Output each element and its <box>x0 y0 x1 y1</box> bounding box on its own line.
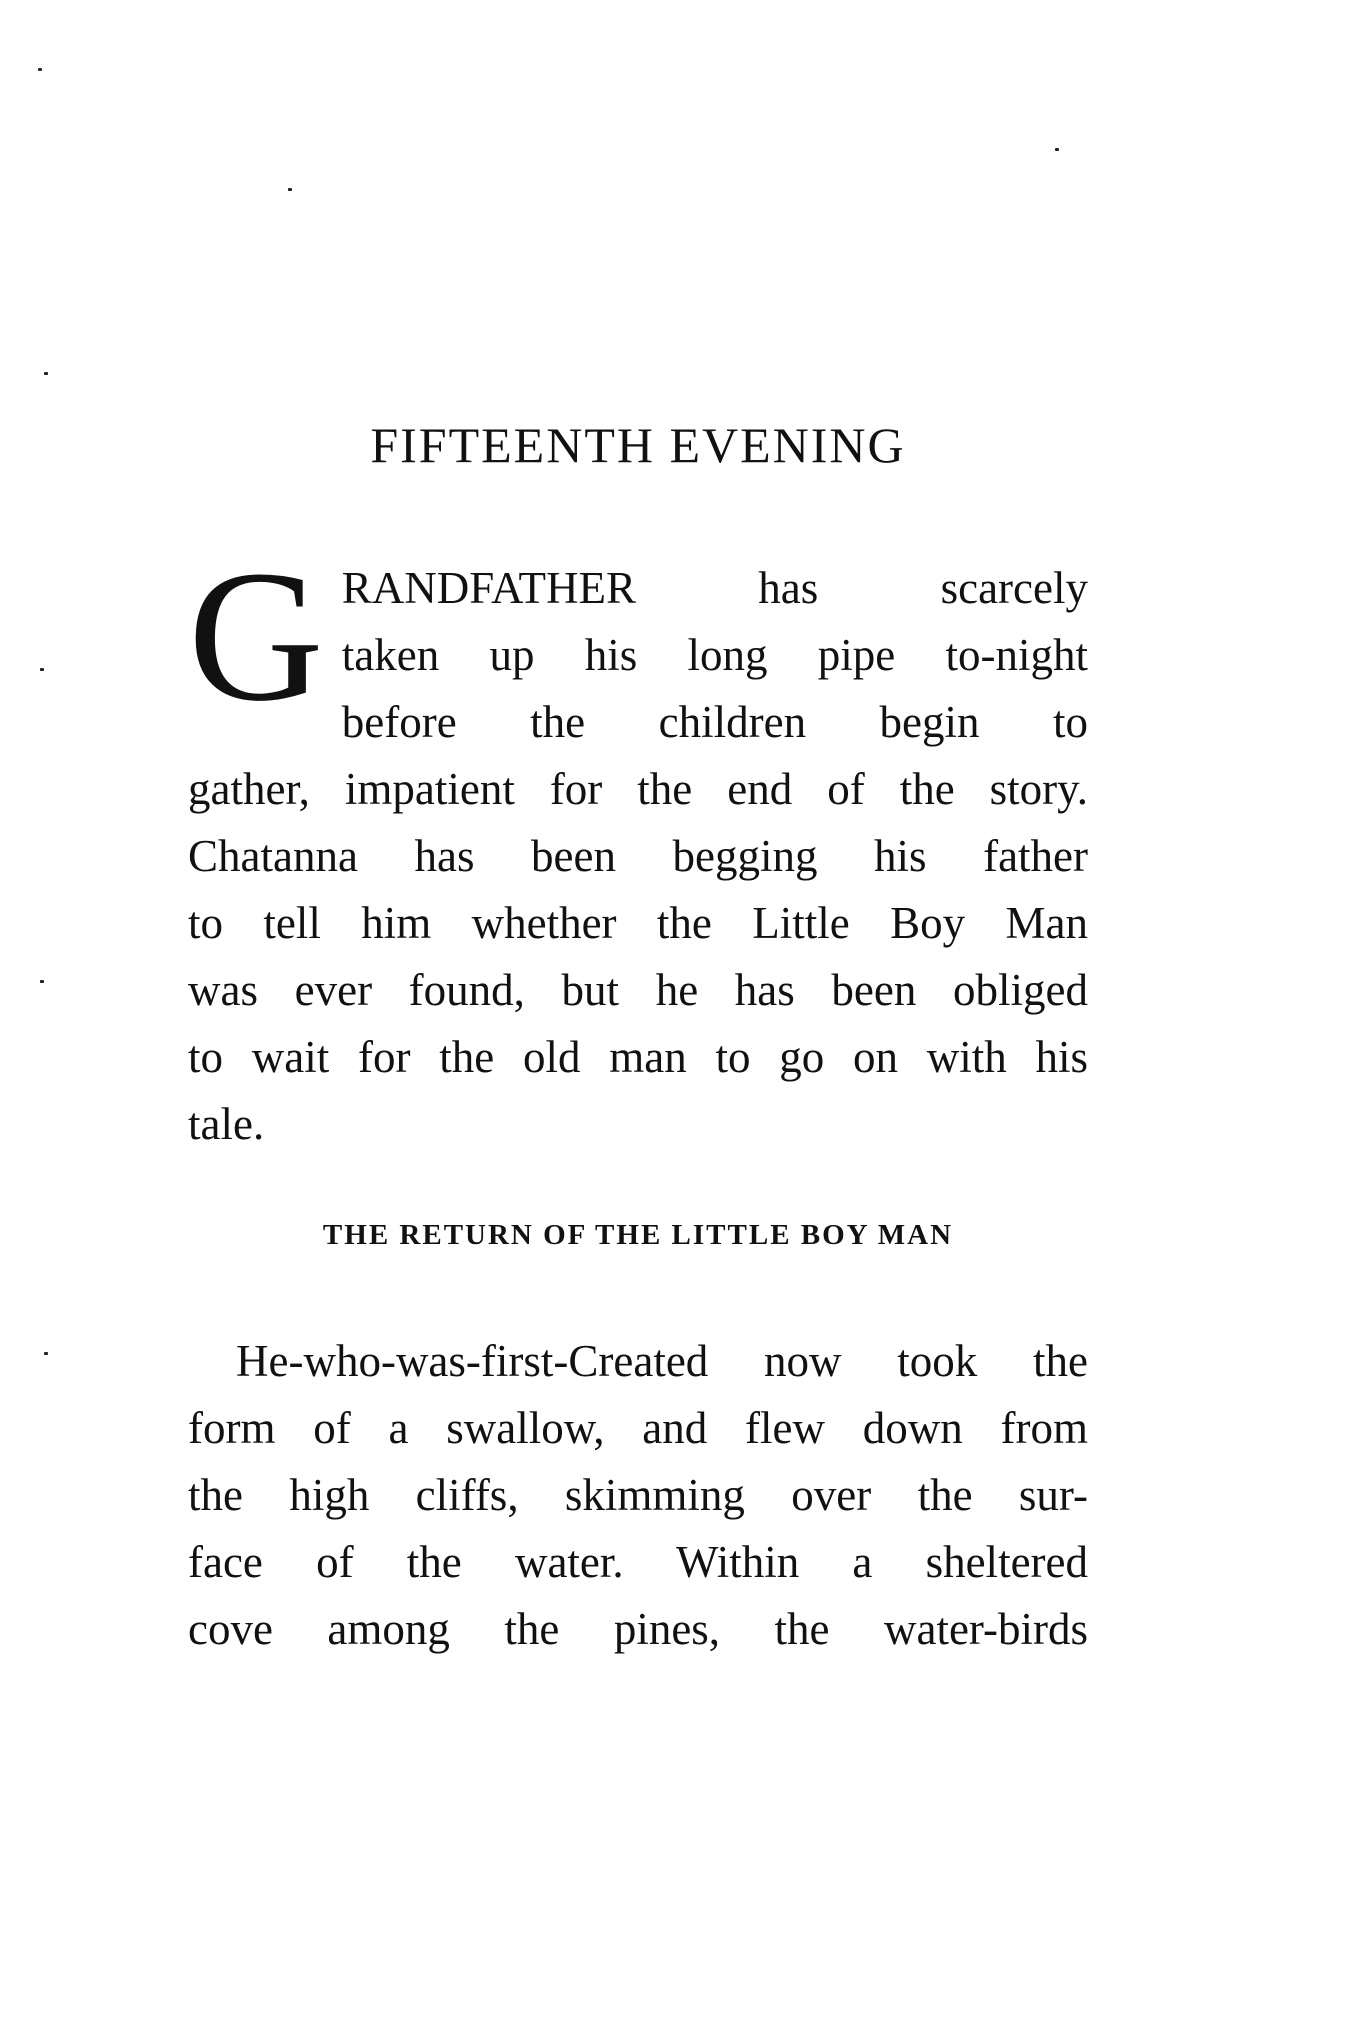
text-line: face of the water. Within a sheltered <box>188 1537 1088 1587</box>
scan-speck <box>1055 148 1059 151</box>
section-heading: THE RETURN OF THE LITTLE BOY MAN <box>322 1219 954 1251</box>
text-line: to wait for the old man to go on with his <box>188 1032 1088 1082</box>
intro-paragraph <box>188 531 1088 1158</box>
text-line: tale. <box>188 1099 265 1149</box>
text-line: He-who-was-first-Created now took the <box>236 1336 1088 1386</box>
scan-speck <box>44 372 48 375</box>
story-paragraph <box>188 1328 1088 1663</box>
text-line: gather, impatient for the end of the story. <box>188 764 1088 814</box>
drop-cap: G <box>188 531 324 740</box>
text-line: to tell him whether the Little Boy Man <box>188 898 1088 948</box>
scan-speck <box>44 1352 48 1355</box>
text-line: cove among the pines, the water-birds <box>188 1604 1088 1654</box>
text-line: taken up his long pipe to-night <box>341 630 1088 680</box>
text-line: before the children begin to <box>341 697 1088 747</box>
scan-speck <box>288 188 292 191</box>
scan-speck <box>38 68 42 71</box>
scan-speck <box>40 980 44 983</box>
text-line: the high cliffs, skimming over the sur- <box>188 1470 1088 1520</box>
text-line: was ever found, but he has been obliged <box>188 965 1088 1015</box>
text-line: RANDFATHER has scarcely <box>341 563 1088 613</box>
text-line: Chatanna has been begging his father <box>188 831 1088 881</box>
text-line: form of a swallow, and flew down from <box>188 1403 1088 1453</box>
chapter-title: FIFTEENTH EVENING <box>370 417 906 473</box>
scan-speck <box>40 668 44 671</box>
